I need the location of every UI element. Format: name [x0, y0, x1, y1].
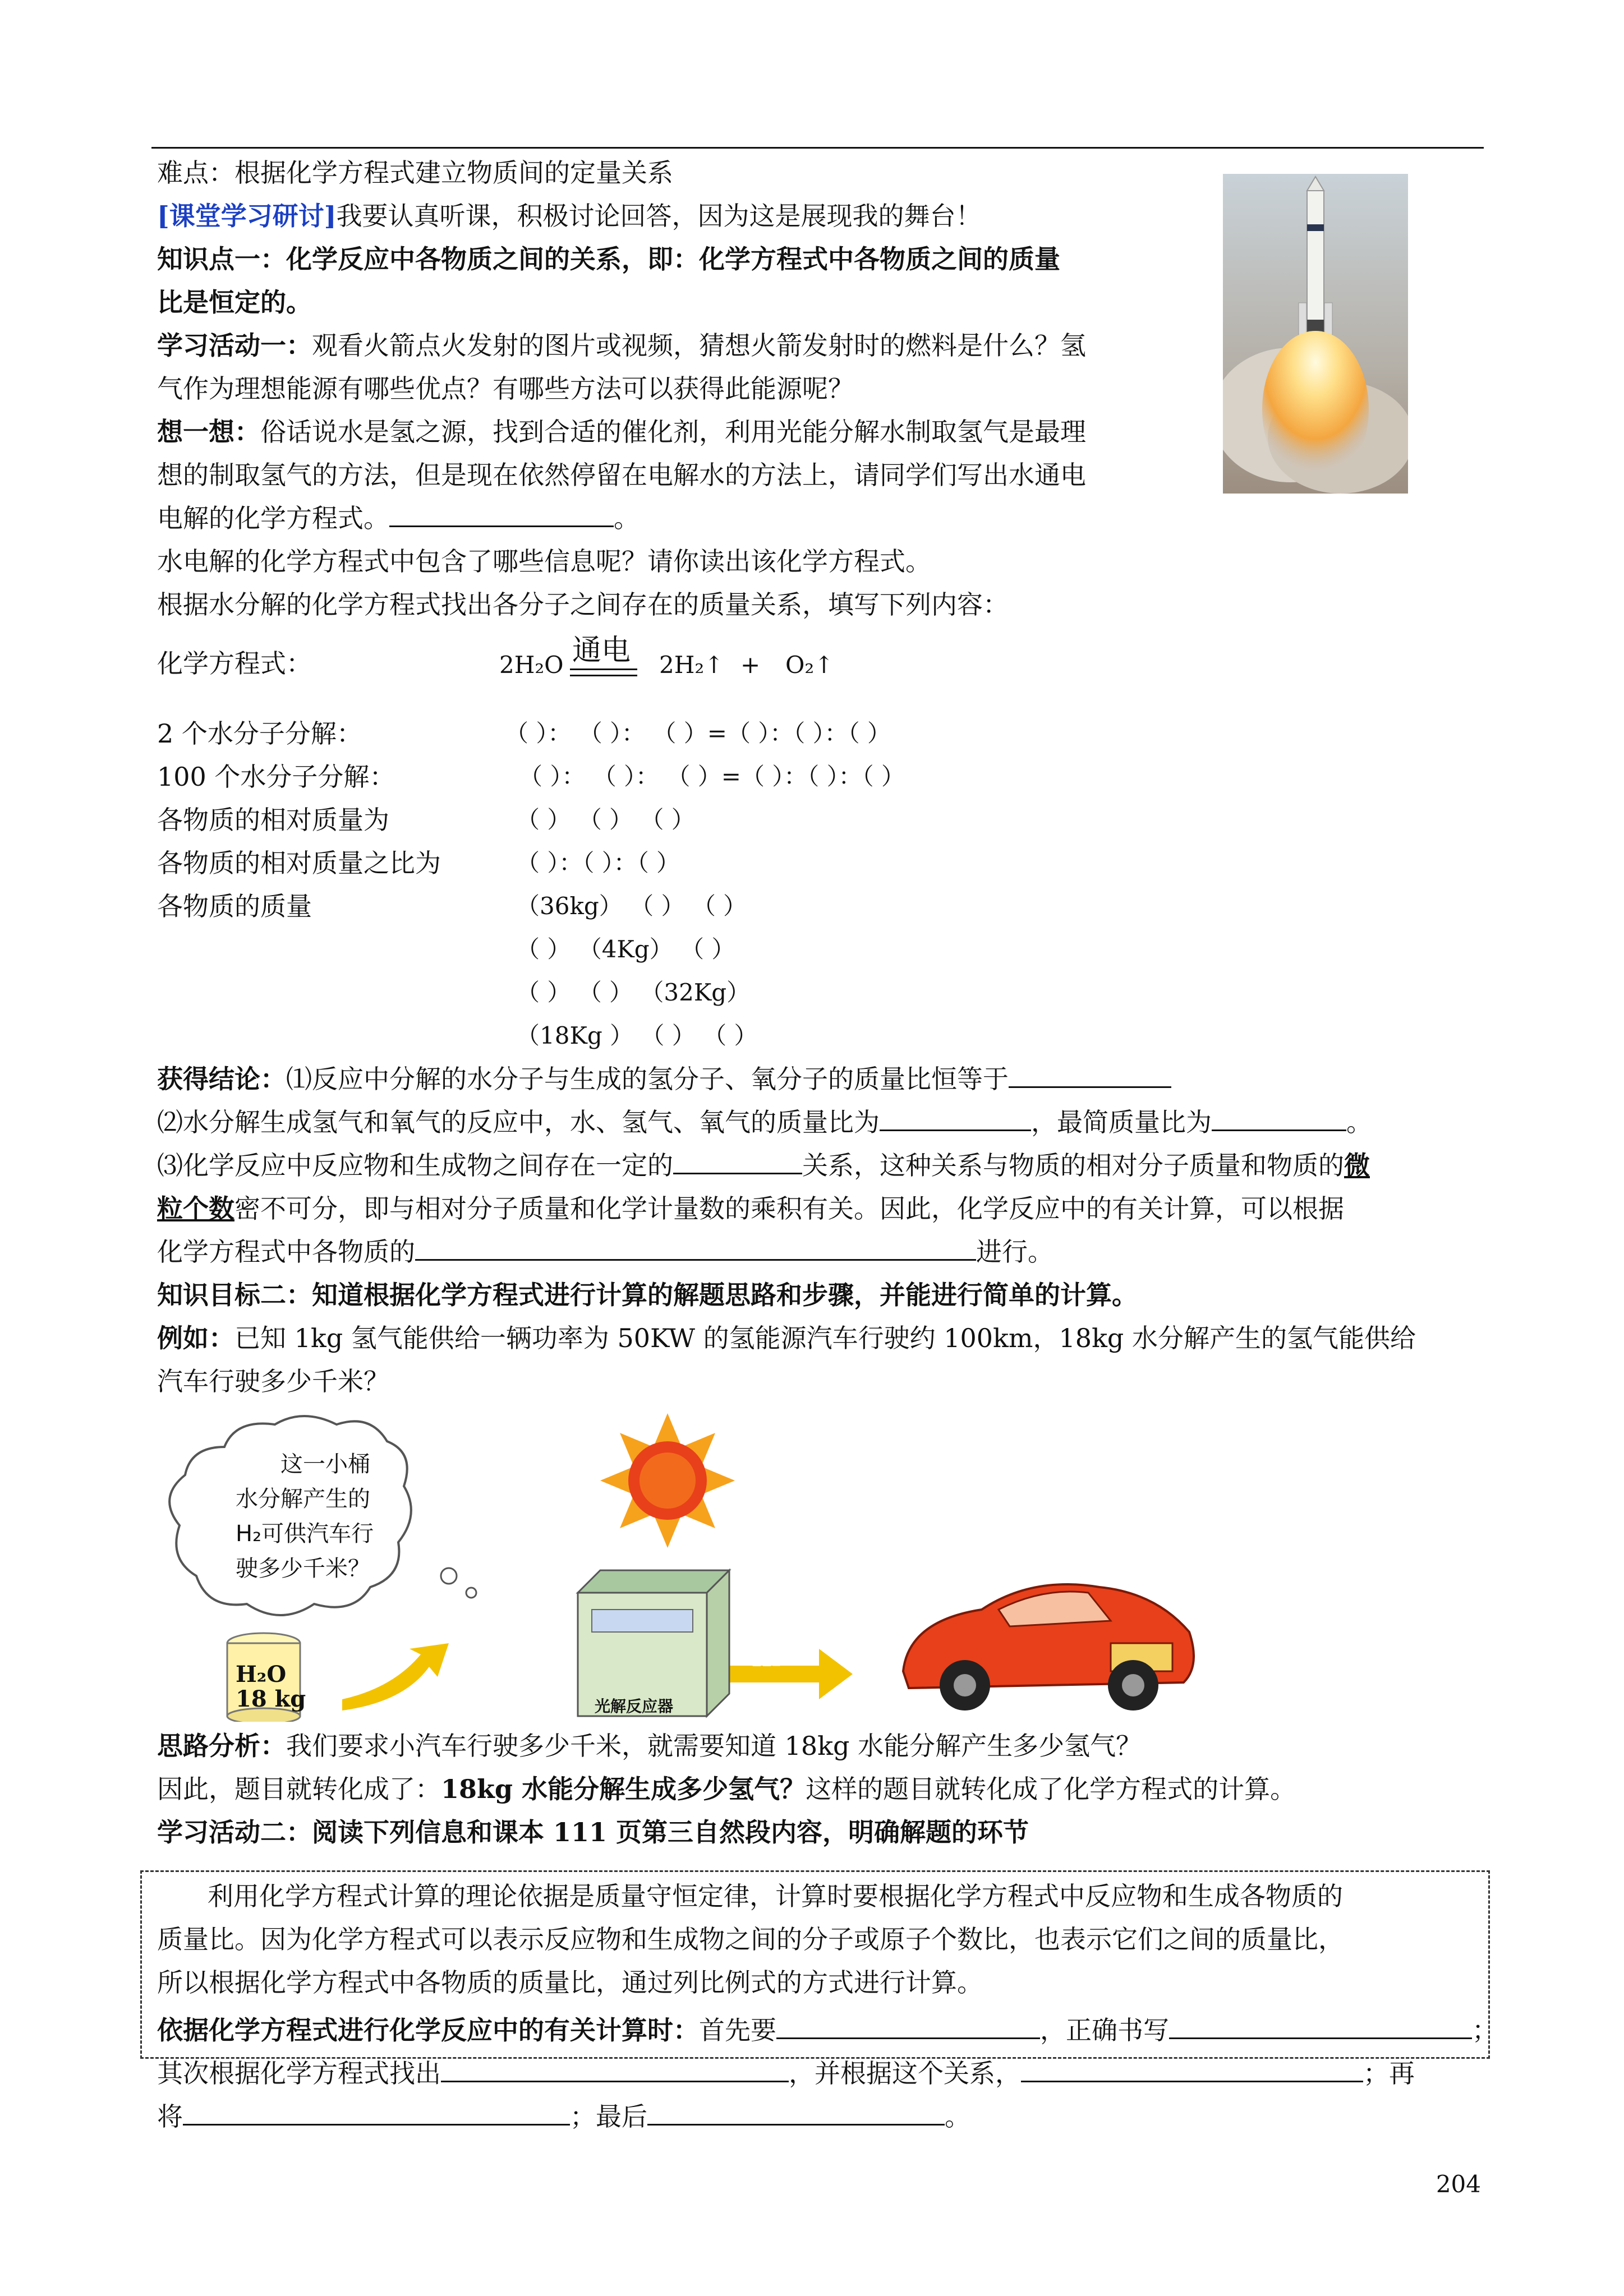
conclusion-text1: ⑴反应中分解的水分子与生成的氢分子、氧分子的质量比恒等于: [286, 1064, 1009, 1094]
row-cells[interactable]: （ ）： （ ）： （ ）=（ ）：（ ）：（ ）: [519, 763, 905, 790]
bubble-line: 这一小桶: [280, 1451, 370, 1477]
page-number: 204: [1436, 2170, 1481, 2198]
think-label: 想一想：: [157, 417, 260, 447]
eq-condition: 通电: [572, 634, 631, 667]
eq-double-line: [570, 668, 637, 676]
steps-line1: [157, 2014, 1498, 2046]
analysis-text2a: 因此，题目就转化成了：: [157, 1774, 441, 1804]
conclusion-text4: 密不可分，即与相对分子质量和化学计量数的乘积有关。因此，化学反应中的有关计算，可以根据: [234, 1193, 1344, 1224]
bubble-line: 驶多少千米？: [236, 1556, 370, 1582]
steps-text: 其次根据化学方程式找出: [157, 2058, 441, 2088]
hydrogen-car-illustration: [157, 1408, 1195, 1722]
equation-label: 化学方程式：: [157, 648, 312, 679]
steps-text: 。: [945, 2101, 970, 2132]
eq-rhs1: 2H₂↑: [659, 651, 724, 679]
conclusion-text5a: 化学方程式中各物质的: [157, 1237, 415, 1267]
row-cells[interactable]: （18Kg ） （ ） （ ）: [516, 1022, 758, 1049]
steps-text: ；: [1472, 2015, 1498, 2045]
steps-label: 依据化学方程式进行化学反应中的有关计算时：: [157, 2015, 699, 2045]
step-blank1[interactable]: [776, 2015, 1040, 2039]
row-label: 2 个水分子分解：: [157, 718, 362, 749]
row-cells[interactable]: （ ）： （ ）： （ ）=（ ）：（ ）：（ ）: [505, 720, 891, 747]
steps-line3: [157, 2101, 970, 2132]
conclusion-blank2[interactable]: [880, 1107, 1031, 1131]
think-line1: [157, 416, 1086, 448]
box-line3: 所以根据化学方程式中各物质的质量比，通过列比例式的方式进行计算。: [157, 1967, 983, 1998]
row-label: 各物质的相对质量之比为: [157, 848, 441, 878]
think-line2: 想的制取氢气的方法，但是现在依然停留在电解水的方法上，请同学们写出水通电: [157, 460, 1086, 490]
period: 。: [1346, 1107, 1372, 1137]
equation-blank[interactable]: [389, 503, 614, 527]
bubble-line: 水分解产生的: [236, 1486, 370, 1512]
row-label: 各物质的相对质量为: [157, 805, 389, 835]
box-line1: 利用化学方程式计算的理论依据是质量守恒定律，计算时要根据化学方程式中反应物和生成各物质的: [208, 1881, 1343, 1911]
row-cells[interactable]: （36kg） （ ） （ ）: [516, 892, 747, 920]
conclusion-line3: [157, 1150, 1370, 1181]
conclusion-line1: [157, 1063, 1171, 1095]
conclusion-label: 获得结论：: [157, 1064, 286, 1094]
conclusion-blank3[interactable]: [1212, 1107, 1346, 1131]
analysis-label: 思路分析：: [157, 1731, 286, 1761]
steps-text: 首先要: [699, 2015, 776, 2045]
think-line3: [157, 502, 640, 534]
step-blank6[interactable]: [647, 2101, 945, 2126]
conclusion-line4: [157, 1193, 1344, 1224]
activity1-text: 观看火箭点火发射的图片或视频，猜想火箭发射时的燃料是什么？氢: [312, 330, 1086, 361]
section-tag: [课堂学习研讨]: [157, 201, 337, 231]
analysis-question: 18kg 水能分解生成多少氢气？: [441, 1774, 806, 1804]
example-line2: 汽车行驶多少千米？: [157, 1366, 389, 1396]
conclusion-blank1[interactable]: [1009, 1064, 1171, 1088]
steps-text: ，正确书写: [1040, 2015, 1169, 2045]
steps-text: 将: [157, 2101, 183, 2132]
period: 。: [614, 503, 640, 533]
eq-plus: +: [740, 651, 761, 679]
difficulty-line: 难点：根据化学方程式建立物质间的定量关系: [157, 158, 673, 188]
think-text3: 电解的化学方程式。: [157, 503, 389, 533]
example-text: 已知 1kg 氢气能供给一辆功率为 50KW 的氢能源汽车行驶约 100km，18kg 水分解产生的氢气能供给: [234, 1323, 1416, 1353]
gas-label: H₂: [752, 1646, 781, 1671]
steps-text: ；再: [1363, 2058, 1415, 2088]
row-cells[interactable]: （ ） （ ） （32Kg）: [516, 979, 751, 1006]
header-rule: [151, 147, 1484, 149]
kp2-heading: 知识目标二：知道根据化学方程式进行计算的解题思路和步骤，并能进行简单的计算。: [157, 1280, 1138, 1310]
activity2-heading: 学习活动二：阅读下列信息和课本 111 页第三自然段内容，明确解题的环节: [157, 1817, 1029, 1847]
kp1-line1: 知识点一：化学反应中各物质之间的关系，即：化学方程式中各物质之间的质量: [157, 244, 1060, 274]
reactor-label: 光解反应器: [595, 1697, 674, 1716]
intro-line: [157, 200, 982, 232]
step-blank5[interactable]: [183, 2101, 570, 2126]
step-blank3[interactable]: [441, 2058, 789, 2082]
analysis-text: 我们要求小汽车行驶多少千米，就需要知道 18kg 水能分解产生多少氢气？: [286, 1731, 1142, 1761]
step-blank4[interactable]: [1021, 2058, 1363, 2082]
box-line2: 质量比。因为化学方程式可以表示反应物和生成物之间的分子或原子个数比，也表示它们之间的质量比，: [157, 1924, 1344, 1954]
row-label: 100 个水分子分解：: [157, 762, 395, 792]
example-line1: [157, 1322, 1416, 1354]
kp1-line2: 比是恒定的。: [157, 287, 312, 317]
bucket-label-bottom: 18 kg: [236, 1686, 306, 1712]
row-cells[interactable]: （ ） （ ） （ ）: [516, 806, 695, 833]
steps-text: ，并根据这个关系，: [789, 2058, 1021, 2088]
row-label: 各物质的质量: [157, 891, 312, 921]
conclusion-blank5[interactable]: [415, 1237, 976, 1261]
bubble-text: [236, 1447, 374, 1586]
rocket-launch-image: [1223, 174, 1408, 494]
conclusion-text2a: ⑵水分解生成氢气和氧气的反应中，水、氢气、氧气的质量比为: [157, 1107, 880, 1137]
steps-text: ；最后: [570, 2101, 647, 2132]
conclusion-text3a: ⑶化学反应中反应物和生成物之间存在一定的: [157, 1150, 673, 1181]
conclusion-text5b: 进行。: [976, 1237, 1053, 1267]
conclusion-line5: [157, 1236, 1053, 1267]
eq-lhs: 2H₂O: [499, 651, 564, 679]
info-line1: 水电解的化学方程式中包含了哪些信息呢？请你读出该化学方程式。: [157, 546, 931, 577]
activity1-line1: [157, 330, 1086, 361]
activity1-line2: 气作为理想能源有哪些优点？有哪些方法可以获得此能源呢？: [157, 374, 854, 404]
conclusion-line2: [157, 1106, 1372, 1138]
eq-rhs2: O₂↑: [785, 651, 834, 679]
row-cells[interactable]: （ ）：（ ）：（ ）: [516, 849, 680, 877]
underlined-word: 微: [1344, 1150, 1370, 1181]
activity1-label: 学习活动一：: [157, 330, 312, 361]
bubble-line: H₂可供汽车行: [236, 1521, 374, 1547]
think-text: 俗话说水是氢之源，找到合适的催化剂，利用光能分解水制取氢气是最理: [260, 417, 1086, 447]
bucket-label-top: H₂O: [236, 1661, 287, 1688]
analysis-line2: [157, 1773, 1296, 1805]
conclusion-text2b: ，最简质量比为: [1031, 1107, 1212, 1137]
analysis-line1: [157, 1730, 1142, 1762]
row-cells[interactable]: （ ） （4Kg） （ ）: [516, 935, 735, 963]
steps-line2: [157, 2058, 1415, 2089]
example-label: 例如：: [157, 1323, 234, 1353]
conclusion-blank4[interactable]: [673, 1150, 802, 1174]
underlined-word: 粒个数: [157, 1193, 234, 1224]
step-blank2[interactable]: [1169, 2015, 1472, 2039]
analysis-text2c: 这样的题目就转化成了化学方程式的计算。: [806, 1774, 1296, 1804]
intro-text: 我要认真听课，积极讨论回答，因为这是展现我的舞台！: [336, 201, 982, 231]
info-line2: 根据水分解的化学方程式找出各分子之间存在的质量关系，填写下列内容：: [157, 589, 1009, 620]
conclusion-text3b: 关系，这种关系与物质的相对分子质量和物质的: [802, 1150, 1344, 1181]
